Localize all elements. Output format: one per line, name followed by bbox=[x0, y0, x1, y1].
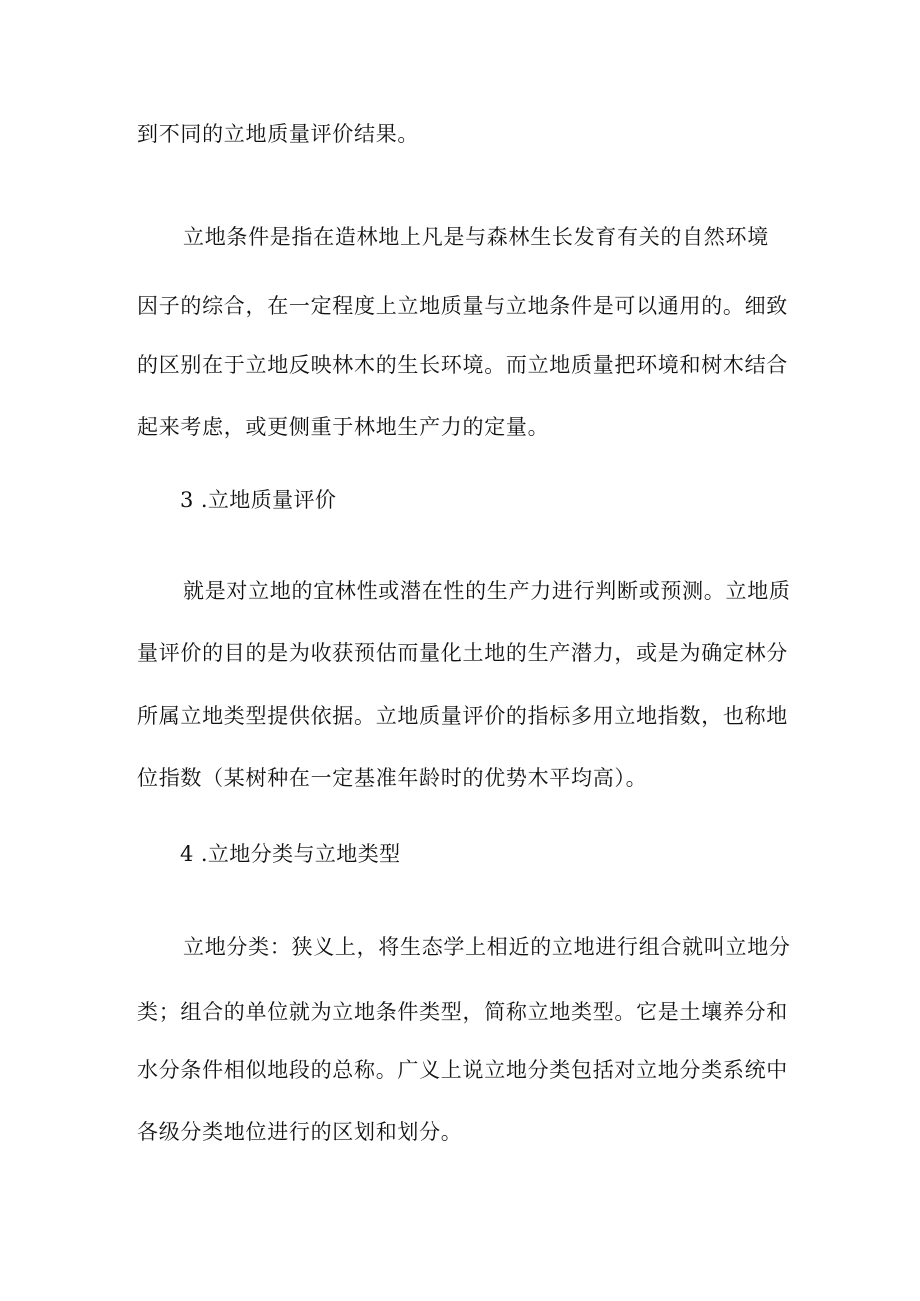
paragraph-line: 水分条件相似地段的总称。广义上说立地分类包括对立地分类系统中 bbox=[137, 1058, 788, 1082]
paragraph-line: 位指数（某树种在一定基准年龄时的优势木平均高）。 bbox=[137, 766, 648, 790]
section-heading: 3 .立地质量评价 bbox=[180, 488, 337, 512]
paragraph-line: 的区别在于立地反映林木的生长环境。而立地质量把环境和树木结合 bbox=[137, 353, 788, 377]
paragraph-line: 各级分类地位进行的区划和划分。 bbox=[137, 1120, 463, 1144]
section-heading: 4 .立地分类与立地类型 bbox=[180, 842, 401, 866]
paragraph-line: 量评价的目的是为收获预估而量化土地的生产潜力，或是为确定林分 bbox=[137, 641, 788, 665]
paragraph-line: 立地分类：狭义上，将生态学上相近的立地进行组合就叫立地分 bbox=[183, 935, 791, 959]
paragraph-line: 类；组合的单位就为立地条件类型，简称立地类型。它是土壤养分和 bbox=[137, 1000, 788, 1024]
paragraph-line: 到不同的立地质量评价结果。 bbox=[137, 122, 420, 146]
paragraph-line: 所属立地类型提供依据。立地质量评价的指标多用立地指数，也称地 bbox=[137, 704, 788, 728]
paragraph-line: 就是对立地的宜林性或潜在性的生产力进行判断或预测。立地质 bbox=[183, 579, 791, 603]
paragraph-line: 起来考虑，或更侧重于林地生产力的定量。 bbox=[137, 415, 550, 439]
paragraph-line: 立地条件是指在造林地上凡是与森林生长发育有关的自然环境 bbox=[183, 225, 769, 249]
paragraph-line: 因子的综合，在一定程度上立地质量与立地条件是可以通用的。细致 bbox=[137, 294, 788, 318]
